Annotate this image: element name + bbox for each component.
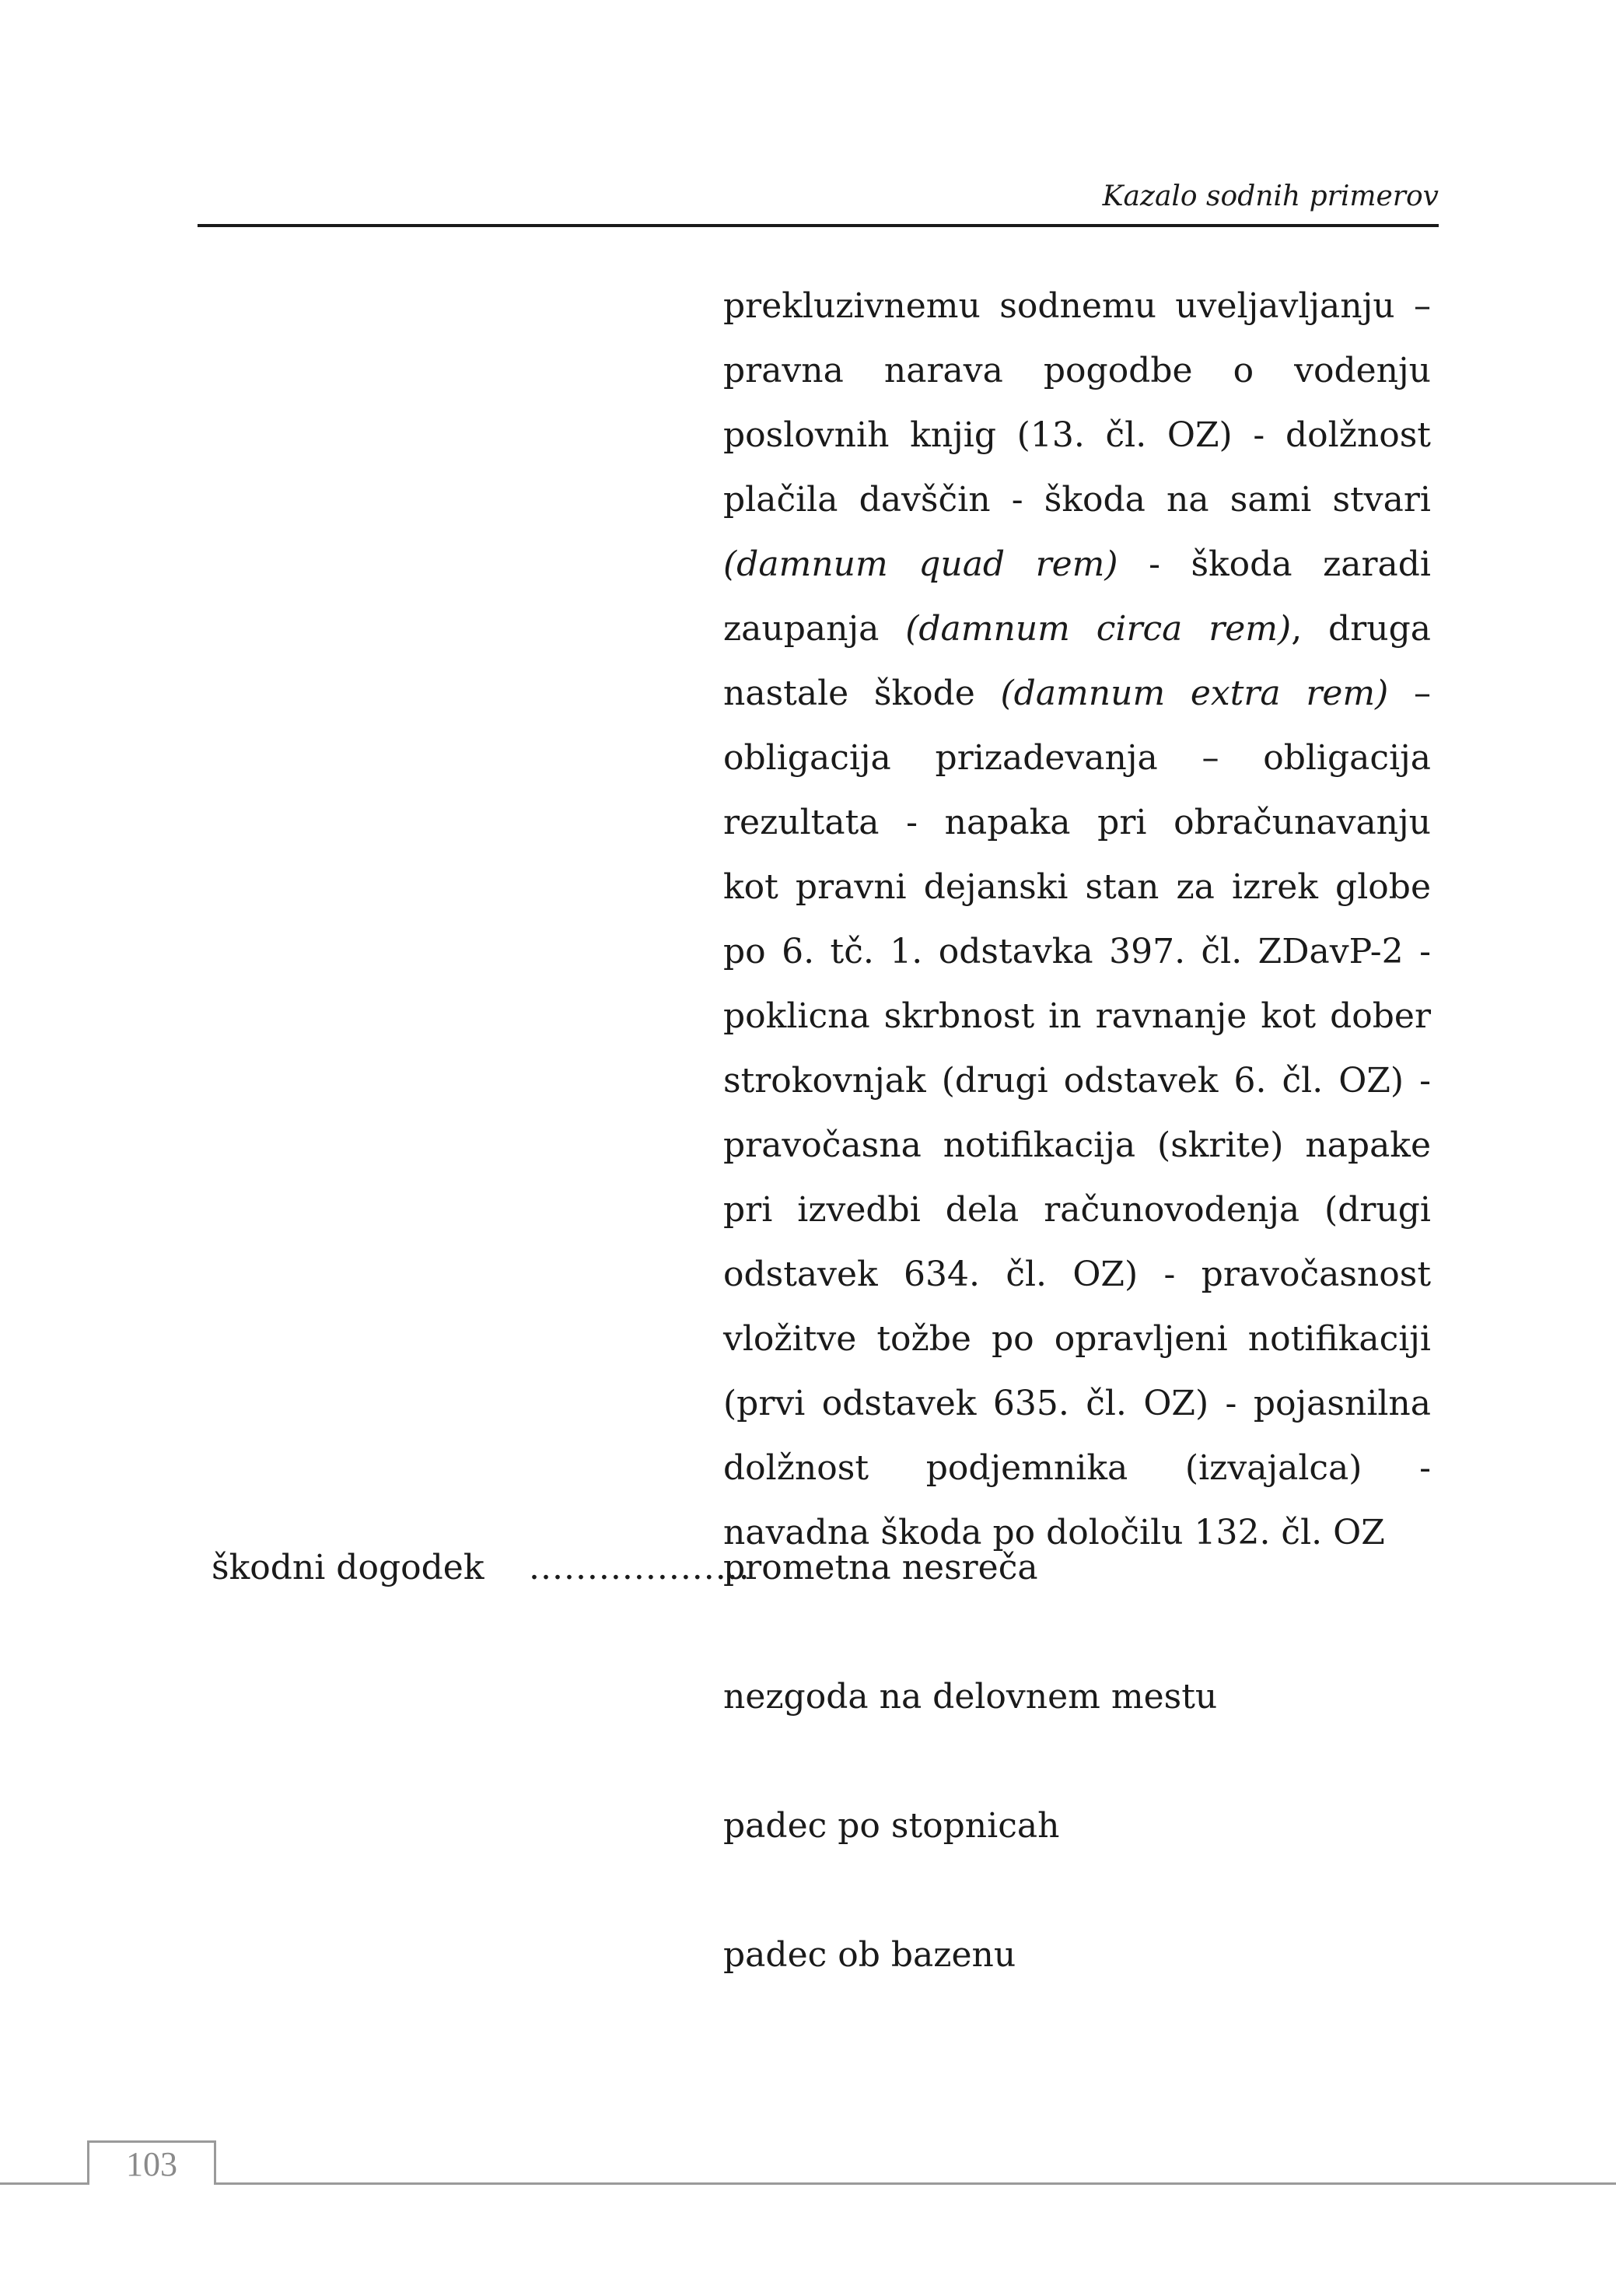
entry-latin-term: (damnum quad rem) (723, 544, 1118, 584)
header-rule (198, 224, 1439, 227)
footer-rule (216, 2182, 1616, 2185)
entry-text-segment: – obligacija prizadevanja – obligacija rezultata - napaka pri obračunavanju kot pravni dejanski stan za izrek globe po 6. tč. 1. odstavka 397. čl. ZDavP-2 - poklicna skrbnost in ravnanje kot dober strokovnjak (drugi odstavek 6. čl. OZ) - pravočasna notifikacija (skrite) napake pri izvedbi dela računovodenja (drugi odstavek 634. čl. OZ) - pravočasnost vložitve tožbe po opravljeni notifikaciji (prvi odstavek 635. čl. OZ) - pojasnilna dolžnost podjemnika (izvajalca) - navadna škoda po določilu 132. čl. OZ (723, 674, 1431, 1552)
leader-dots: ................... (529, 1548, 750, 1587)
entry-latin-term: (damnum extra rem) (1000, 674, 1389, 713)
entry-text-segment: prekluzivnemu sodnemu uveljavljanju – pravna narava pogodbe o vodenju poslovnih knjig (13. čl. OZ) - dolžnost plačila davščin - škoda na sami stvari (723, 286, 1431, 520)
case-item: prometna nesreča (723, 1548, 1038, 1587)
case-item: padec po stopnicah (723, 1806, 1060, 1846)
entry-text-segment: - škoda zaradi zaupanja (723, 544, 1431, 649)
case-item: padec ob bazenu (723, 1935, 1016, 1975)
entry-latin-term: (damnum circa rem) (905, 609, 1292, 649)
footer-rule (0, 2182, 87, 2185)
case-list (723, 1537, 1431, 2053)
index-entry-description (723, 274, 1431, 1565)
case-item: nezgoda na delovnem mestu (723, 1677, 1218, 1717)
entry-text-segment: , druga nastale škode (723, 609, 1431, 713)
running-header: Kazalo sodnih primerov (1102, 180, 1439, 212)
page-number: 103 (87, 2140, 216, 2185)
index-term: škodni dogodek (212, 1548, 484, 1587)
